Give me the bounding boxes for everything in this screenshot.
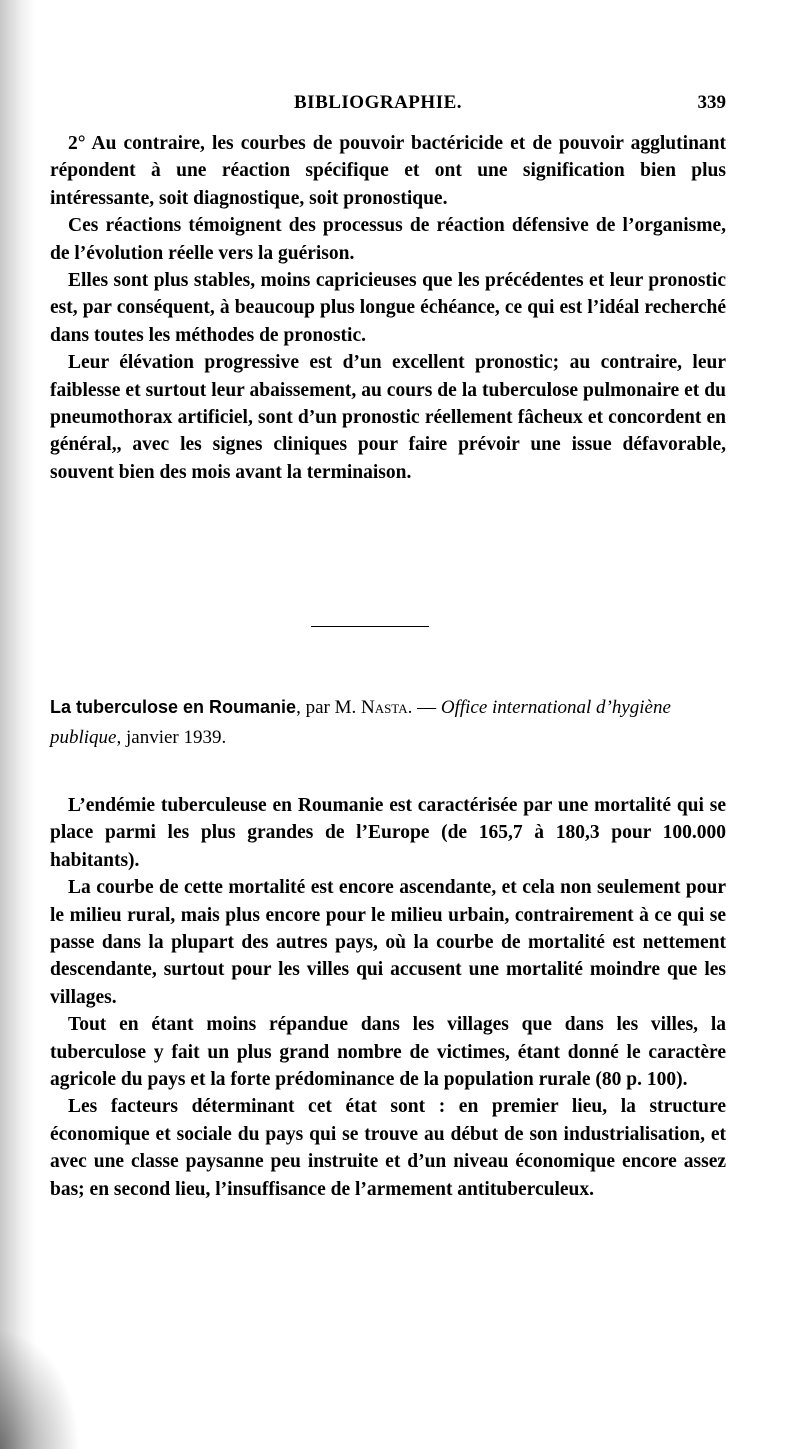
paragraph: Les facteurs déterminant cet état sont : en premier lieu, la structure économique et sociale du pays qui se trouve au début de son industrialisation, et avec une classe paysanne peu instruite et d’un niveau économique encore assez bas; en second lieu, l’insuffisance de l’armement antituberculeux. (50, 1096, 726, 1200)
running-title: BIBLIOGRAPHIE. (294, 92, 463, 113)
citation-title: La tuberculose en Roumanie (50, 697, 297, 717)
page-number: 339 (697, 92, 726, 113)
citation-by: , par M. (296, 697, 361, 718)
paragraph: Elles sont plus stables, moins capricieuses que les précédentes et leur pronostic est, par conséquent, à beaucoup plus longue échéance, ce qui est l’idéal recherché dans toutes les méthodes de pronostic. (50, 270, 726, 346)
paragraph: Ces réactions témoignent des processus de réaction défensive de l’organisme, de l’évolution réelle vers la guérison. (50, 215, 726, 264)
section-divider (311, 626, 429, 627)
paragraph: L’endémie tuberculeuse en Roumanie est caractérisée par une mortalité qui se place parmi les plus grandes de l’Europe (de 165,7 à 180,3 pour 100.000 habitants). (50, 795, 726, 871)
citation-source: Office international d’hygiène publique (50, 697, 671, 748)
page-corner-shadow (0, 1329, 80, 1449)
paragraph: La courbe de cette mortalité est encore ascendante, et cela non seulement pour le milieu rural, mais plus encore pour le milieu urbain, contrairement à ce qui se passe dans la plupart des autres pays, où la courbe de mortalité est nettement descendante, surtout pour les villes qui accusent une mortalité moindre que les villages. (50, 877, 726, 1008)
review-body (50, 792, 726, 1203)
paragraph: 2° Au contraire, les courbes de pouvoir bactéricide et de pouvoir agglutinant répondent à une réaction spécifique et ont une signification bien plus intéressante, soit diagnostique, soit pronostique. (50, 133, 726, 209)
citation-author: Nasta (360, 697, 408, 718)
citation-date: , janvier 1939. (116, 727, 227, 748)
page-gutter-shadow (0, 0, 36, 1449)
review-continuation (50, 130, 726, 486)
paragraph: Tout en étant moins répandue dans les villages que dans les villes, la tuberculose y fait un plus grand nombre de victimes, étant donné le caractère agricole du pays et la forte prédominance de la population rurale (80 p. 100). (50, 1014, 726, 1091)
paragraph: Leur élévation progressive est d’un excellent pronostic; au contraire, leur faiblesse et surtout leur abaissement, au cours de la tuberculose pulmonaire et du pneumothorax artificiel, sont d’un pronostic réellement fâcheux et concordent en général,, avec les signes cliniques pour faire prévoir une issue défavorable, souvent bien des mois avant la terminaison. (50, 352, 726, 483)
running-head (50, 92, 726, 116)
bibliographic-citation (50, 692, 730, 753)
citation-separator: . — (407, 697, 441, 718)
